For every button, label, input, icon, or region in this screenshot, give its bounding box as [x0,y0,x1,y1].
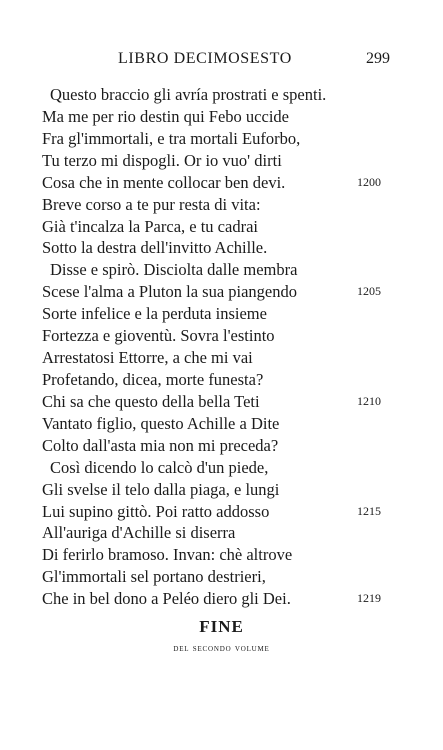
verse-line-text: Colto dall'asta mia non mi preceda? [42,435,279,455]
verse-line [0,479,443,501]
verse-line-text: Cosa che in mente collocar ben devi. [42,172,286,192]
verse-line [0,325,443,347]
verse-line [0,172,443,194]
line-number: 1210 [357,393,381,408]
line-number: 1215 [357,503,381,518]
line-number: 1205 [357,284,381,299]
verse-line-text: Fortezza e gioventù. Sovra l'estinto [42,326,275,346]
verse-line [0,391,443,413]
verse-line [0,237,443,259]
verse-line-text: Sorte infelice e la perduta insieme [42,304,267,324]
verse-line [0,347,443,369]
verse-line-text: Vantato figlio, questo Achille a Dite [42,413,280,433]
verse-line [0,216,443,238]
verse-line-text: All'auriga d'Achille si diserra [42,523,236,543]
verse-line-text: Già t'incalza la Parca, e tu cadrai [42,216,258,236]
verse-line [0,413,443,435]
verse-line-text: Tu terzo mi dispogli. Or io vuo' dirti [42,150,282,170]
verse-line-text: Lui supino gittò. Poi ratto addosso [42,501,270,521]
verse-line [0,566,443,588]
verse-line-text: Breve corso a te pur resta di vita: [42,194,261,214]
verse-block [0,84,443,610]
verse-line-text: Chi sa che questo della bella Teti [42,391,260,411]
verse-line-text: Gli svelse il telo dalla piaga, e lungi [42,479,280,499]
verse-line-text: Gl'immortali sel portano destrieri, [42,567,266,587]
verse-line-text: Questo braccio gli avría prostrati e spenti. [50,85,327,104]
running-title: LIBRO DECIMOSESTO [118,50,292,67]
verse-line-text: Arrestatosi Ettorre, a che mi vai [42,348,253,368]
verse-line [0,501,443,523]
fine-heading: FINE [199,617,244,636]
verse-line [0,457,443,479]
verse-line [0,194,443,216]
verse-line [0,281,443,303]
colophon: del secondo volume [173,643,270,654]
verse-line [0,435,443,457]
verse-line-text: Fra gl'immortali, e tra mortali Euforbo, [42,128,301,148]
line-number: 1200 [357,174,381,189]
verse-line [0,522,443,544]
verse-line-text: Scese l'alma a Pluton la sua piangendo [42,282,297,302]
page-number: 299 [366,50,390,67]
verse-line [0,588,443,610]
verse-line [0,303,443,325]
verse-line-text: Sotto la destra dell'invitto Achille. [42,238,268,258]
verse-line [0,84,443,106]
running-head [0,50,443,72]
verse-line [0,259,443,281]
line-number: 1219 [357,591,381,606]
verse-line-text: Di ferirlo bramoso. Invan: chè altrove [42,545,293,565]
verse-line [0,544,443,566]
verse-line-text: Ma me per rio destin qui Febo uccide [42,106,289,126]
verse-line [0,106,443,128]
verse-line-text: Profetando, dicea, morte funesta? [42,369,264,389]
verse-line [0,369,443,391]
verse-line-text: Così dicendo lo calcò d'un piede, [50,457,269,477]
verse-line-text: Che in bel dono a Peléo diero gli Dei. [42,589,291,609]
verse-line-text: Disse e spirò. Disciolta dalle membra [50,260,298,280]
verse-line [0,150,443,172]
verse-line [0,128,443,150]
